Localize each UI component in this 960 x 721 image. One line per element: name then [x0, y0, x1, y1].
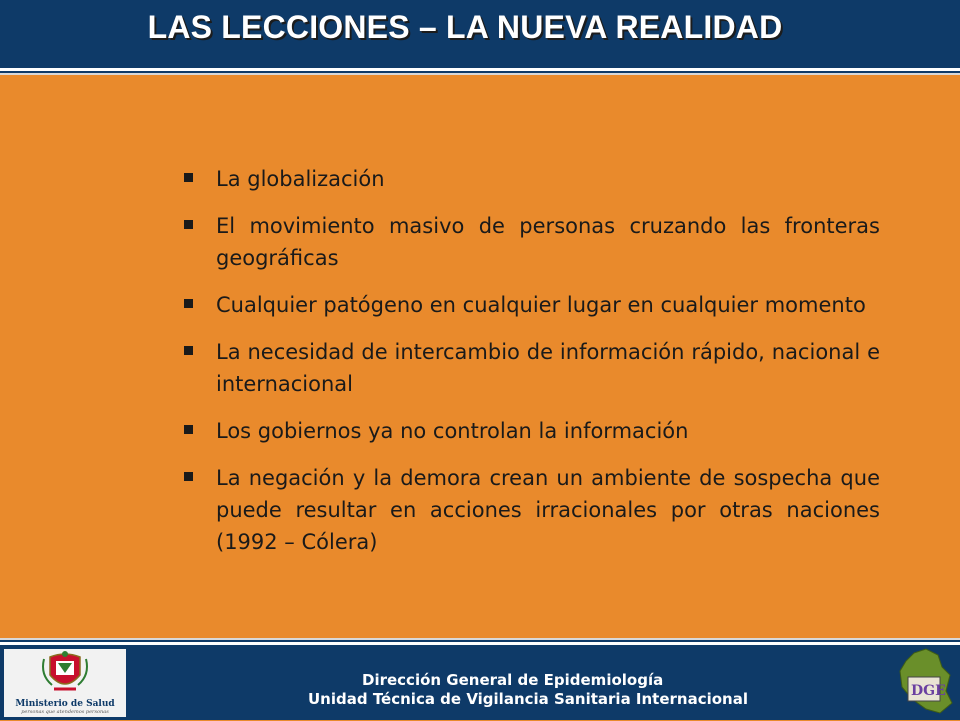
bullet-text: La globalización	[216, 167, 385, 191]
bullet-text: Cualquier patógeno en cualquier lugar en cualquier momento	[216, 293, 866, 317]
peru-map-icon	[892, 647, 954, 717]
square-bullet-icon	[184, 299, 193, 308]
bullet-text: La necesidad de intercambio de información rápido, nacional e internacional	[216, 340, 880, 396]
square-bullet-icon	[184, 425, 193, 434]
bullet-text: El movimiento masivo de personas cruzando las fronteras geográficas	[216, 214, 880, 270]
header-bar	[0, 0, 960, 68]
dge-logo	[892, 647, 954, 717]
bullet-item	[180, 163, 880, 195]
footer-bar	[0, 645, 960, 720]
header-divider	[0, 73, 960, 75]
slide-title: LAS LECCIONES – LA NUEVA REALIDAD	[147, 9, 783, 45]
bullet-item	[180, 336, 880, 400]
ministerio-logo	[4, 649, 126, 717]
footer-org-name: Dirección General de Epidemiología	[362, 671, 664, 689]
ministerio-logo-subtext: personas que atendemos personas	[21, 709, 109, 715]
ministerio-logo-text: Ministerio de Salud	[15, 699, 115, 709]
bullet-item	[180, 415, 880, 447]
bullet-item	[180, 289, 880, 321]
bullet-text: La negación y la demora crean un ambiente de sospecha que puede resultar en acciones irracionales por otras naciones (1992 – Cólera)	[216, 466, 880, 554]
square-bullet-icon	[184, 173, 193, 182]
bullet-item	[180, 210, 880, 274]
footer-unit-name: Unidad Técnica de Vigilancia Sanitaria Internacional	[308, 690, 749, 708]
coat-of-arms-icon	[4, 649, 126, 699]
square-bullet-icon	[184, 220, 193, 229]
bullet-list	[180, 163, 880, 573]
dge-logo-text: DGE	[911, 683, 946, 699]
bullet-item	[180, 462, 880, 558]
square-bullet-icon	[184, 472, 193, 481]
square-bullet-icon	[184, 346, 193, 355]
bullet-text: Los gobiernos ya no controlan la información	[216, 419, 689, 443]
